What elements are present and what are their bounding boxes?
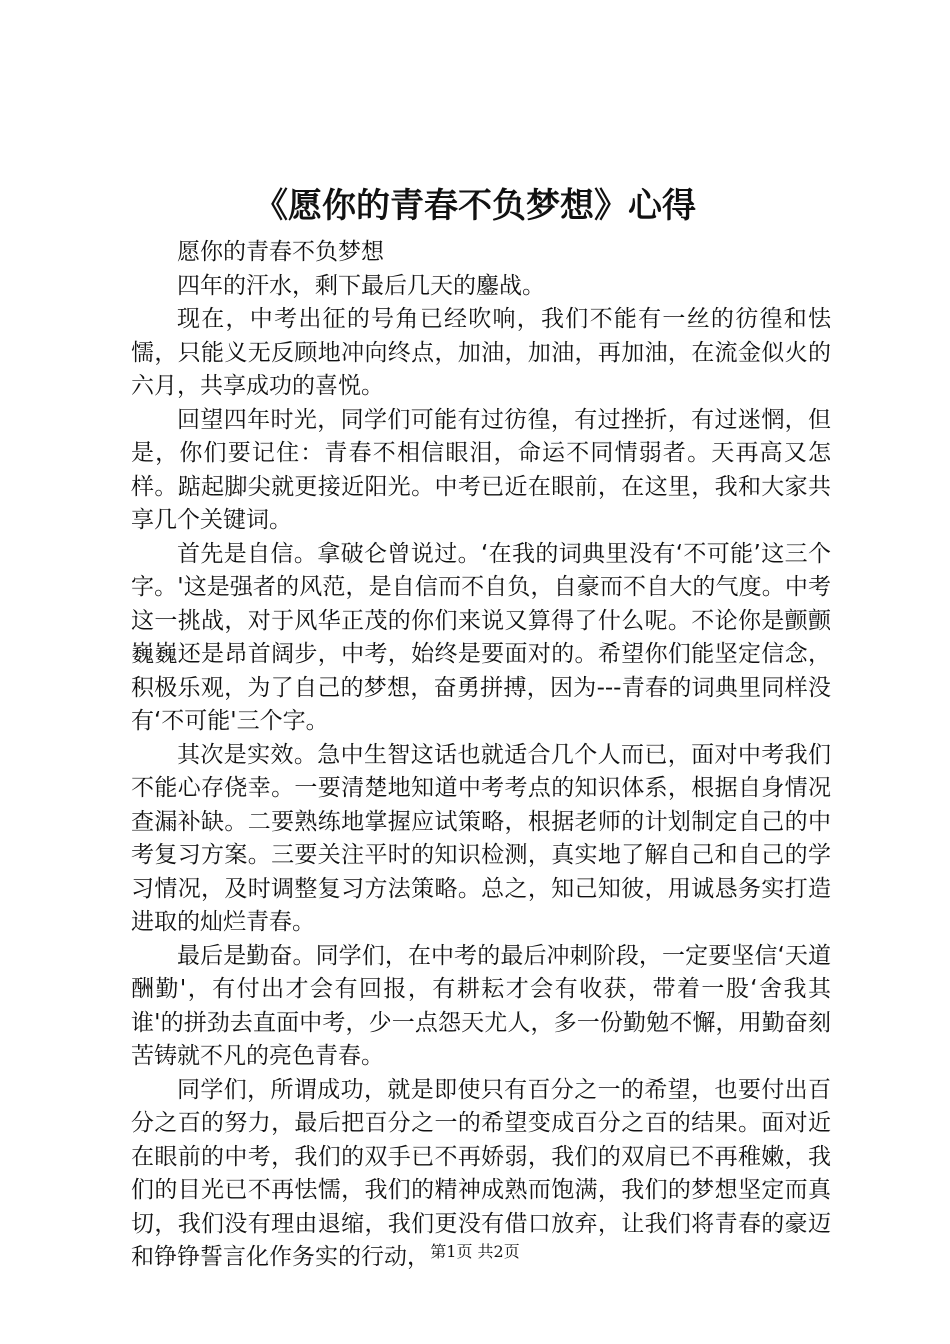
page-indicator: 第1页 共2页 (430, 1242, 520, 1261)
paragraph-conclusion: 同学们，所谓成功，就是即使只有百分之一的希望，也要付出百分之百的努力，最后把百分之一的希望变成百分之百的结果。面对近在眼前的中考，我们的双手已不再娇弱，我们的双肩已不再稚嫩，我们的目光已不再怯懦，我们的精神成熟而饱满，我们的梦想坚定而真切，我们没有理由退缩，我们更没有借口放弃，让我们将青春的豪迈和铮铮誓言化作务实的行动， (131, 1076, 831, 1270)
paragraph-confidence: 首先是自信。拿破仑曾说过。‘在我的词典里没有‘不可能’这三个字。'这是强者的风范，是自信而不自负，自豪而不自大的气度。中考这一挑战，对于风华正茂的你们来说又算得了什么呢。不论你是颤颤巍巍还是昂首阔步，中考，始终是要面对的。希望你们能坚定信念，积极乐观，为了自己的梦想，奋勇拼搏，因为---青春的词典里同样没有‘不可能'三个字。 (131, 540, 831, 734)
paragraph-subtitle: 愿你的青春不负梦想 (177, 239, 384, 265)
paragraph-intro: 四年的汗水，剩下最后几天的鏖战。 (177, 272, 545, 299)
paragraph-diligence: 最后是勤奋。同学们，在中考的最后冲刺阶段，一定要坚信‘天道酬勤'，有付出才会有回报，有耕耘才会有收获，带着一股‘舍我其谁'的拼劲去直面中考，少一点怨天尤人，多一份勤勉不懈，用勤奋刻苦铸就不凡的亮色青春。 (131, 942, 831, 1069)
paragraph-review: 回望四年时光，同学们可能有过彷徨，有过挫折，有过迷惘，但是，你们要记住：青春不相信眼泪，命运不同情弱者。天再高又怎样。踮起脚尖就更接近阳光。中考已近在眼前，在这里，我和大家共享几个关键词。 (131, 406, 831, 533)
page-footer (0, 1241, 950, 1263)
paragraph-now: 现在，中考出征的号角已经吹响，我们不能有一丝的彷徨和怯懦，只能义无反顾地冲向终点，加油，加油，再加油，在流金似火的六月，共享成功的喜悦。 (131, 306, 831, 399)
document-title: 《愿你的青春不负梦想》心得 (254, 186, 696, 226)
paragraph-effectiveness: 其次是实效。急中生智这话也就适合几个人而已，面对中考我们不能心存侥幸。一要清楚地知道中考考点的知识体系，根据自身情况查漏补缺。二要熟练地掌握应试策略，根据老师的计划制定自己的中考复习方案。三要关注平时的知识检测，真实地了解自己和自己的学习情况，及时调整复习方法策略。总之，知己知彼，用诚恳务实打造进取的灿烂青春。 (131, 741, 831, 935)
document-body (131, 236, 831, 1275)
